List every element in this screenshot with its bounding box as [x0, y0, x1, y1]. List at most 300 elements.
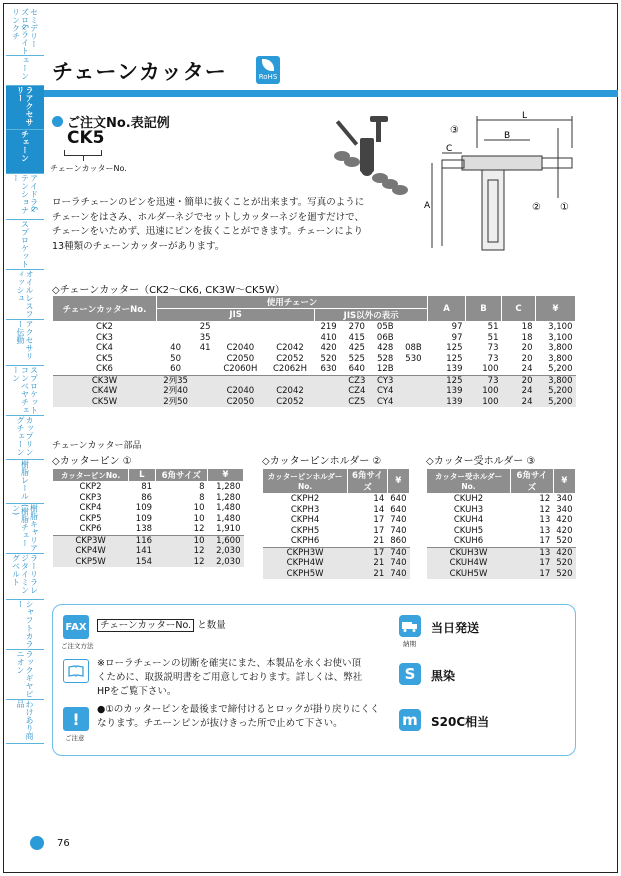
table-cell: 97 — [451, 322, 463, 332]
table-cell: 1,910 — [216, 524, 241, 534]
sidebar-item-8[interactable] — [6, 366, 44, 416]
table-cell: 13 — [539, 515, 551, 525]
table-cell — [195, 364, 216, 375]
table-cell: 20 — [502, 375, 536, 386]
table-cell: 100 — [466, 386, 502, 397]
table-cell: CKP2 — [79, 482, 102, 492]
table-cell: CK2 — [96, 322, 113, 332]
order-method-box: チェーンカッターNo. — [97, 619, 194, 632]
table-cell: 17 — [511, 569, 554, 580]
table-cell — [399, 333, 427, 344]
cutter-pin-table — [52, 468, 244, 567]
caution-note: ●①のカッターピンを最後まで締付けるとロックが掛り戻りにくくなります。チエーンピンが抜けきった所で止めて下さい。 — [97, 704, 380, 729]
caution-label: ご注意 — [65, 734, 85, 742]
sidebar-item-14[interactable] — [6, 650, 44, 700]
table-cell: 520 — [556, 536, 573, 546]
table-cell: 41 — [199, 343, 211, 353]
table-cell: 08B — [405, 343, 422, 353]
table-cell: 1,600 — [207, 535, 243, 546]
table-cell: 154 — [129, 557, 155, 568]
material-value: S20C相当 — [431, 715, 490, 729]
sidebar-item-5[interactable] — [6, 220, 44, 270]
table-cell: CKUH5W — [427, 569, 511, 580]
table-cell: 125 — [446, 353, 463, 364]
table-cell: 20 — [521, 343, 533, 353]
sidebar-item-label: ラアクセサリー — [16, 86, 34, 126]
order-method-suffix: と数量 — [197, 620, 226, 631]
table-cell: 109 — [135, 513, 153, 524]
table-cell — [195, 354, 216, 365]
table-cell: CKP6 — [79, 524, 102, 534]
table-cell: 410 — [320, 332, 337, 343]
table-cell: 116 — [129, 535, 155, 546]
table-cell: 51 — [487, 332, 499, 343]
table-cell: C2042 — [276, 343, 304, 353]
sidebar-item-9[interactable] — [6, 416, 44, 460]
table-cell: CKPH3 — [290, 504, 320, 515]
sidebar-item-15[interactable] — [6, 700, 44, 744]
delivery-label: 納期 — [403, 640, 416, 648]
table-cell: CK5W — [53, 397, 157, 408]
sidebar-item-label: スプロケットコンベヤチェーン — [11, 366, 39, 414]
col-price: ¥ — [536, 296, 576, 322]
order-example-heading: ご注文No.表記例 — [52, 112, 170, 131]
sidebar-item-4[interactable] — [6, 174, 44, 220]
table-cell: 97 — [451, 332, 463, 343]
sidebar-item-label: オイルレスフィッシュ — [16, 270, 34, 318]
main-table-title: ◇チェーンカッター（CK2～CK6, CK3W～CK5W） — [52, 285, 285, 296]
table-row — [263, 505, 410, 516]
table-cell: CZ5 — [342, 397, 371, 408]
sidebar-item-11[interactable] — [6, 504, 44, 554]
notes-box — [52, 604, 576, 756]
table-cell: 1,480 — [216, 513, 241, 524]
table-cell: 525 — [348, 353, 365, 364]
header-bar — [44, 90, 618, 97]
table-cell — [265, 375, 315, 386]
table-cell: CKPH5W — [263, 569, 348, 580]
table-cell: 530 — [405, 353, 422, 364]
table-cell: 740 — [387, 569, 409, 580]
table-cell: 420 — [556, 525, 573, 536]
table-cell: 3,100 — [548, 322, 573, 332]
col-header: ¥ — [207, 469, 243, 482]
table-cell: C2050 — [216, 397, 266, 408]
leaf-icon — [262, 59, 274, 71]
table-cell: 17 — [348, 547, 388, 558]
table-cell: 3,100 — [548, 332, 573, 343]
table-cell: CKUH4 — [453, 515, 484, 525]
table-cell: 13 — [511, 547, 554, 558]
receiver-table-title: ◇カッター受ホルダー ③ — [426, 456, 536, 467]
table-cell: 270 — [348, 322, 365, 332]
table-cell: C2042 — [265, 386, 315, 397]
sidebar-item-label: カップリングチェーン — [16, 416, 34, 456]
table-cell: 10 — [193, 503, 205, 513]
table-cell: CKPH3W — [263, 547, 348, 558]
table-cell: 740 — [387, 558, 409, 569]
table-cell: 528 — [377, 353, 394, 364]
table-cell: 17 — [511, 558, 554, 569]
table-cell: 428 — [377, 343, 394, 353]
table-row — [53, 343, 576, 354]
table-cell: 139 — [428, 397, 466, 408]
sidebar-item-label: ラックギヤピニオン — [16, 650, 34, 698]
table-cell — [399, 322, 427, 333]
sidebar-item-7[interactable] — [6, 320, 44, 366]
dimension-drawing — [422, 108, 582, 258]
table-cell: 740 — [390, 525, 407, 536]
table-cell: 425 — [348, 343, 365, 353]
table-cell: 17 — [373, 515, 385, 525]
table-row — [53, 514, 244, 525]
dim-label-b: B — [504, 131, 511, 141]
table-cell: 17 — [373, 525, 385, 536]
col-no: チェーンカッターNo. — [53, 296, 157, 322]
table-cell — [216, 333, 266, 344]
table-cell: 1,280 — [216, 482, 241, 492]
table-row — [53, 482, 244, 493]
sidebar-item-label: わけあり商品 — [16, 700, 34, 740]
table-row — [53, 375, 576, 386]
table-row — [427, 536, 576, 547]
table-row — [263, 494, 410, 505]
table-cell: 1,480 — [216, 503, 241, 513]
col-header: カッター受ホルダーNo. — [427, 469, 511, 494]
table-cell: CK5 — [96, 353, 113, 364]
table-cell: 3,800 — [536, 375, 576, 386]
sidebar-item-0[interactable] — [6, 8, 44, 56]
table-cell: 40 — [170, 343, 181, 353]
table-cell: 125 — [446, 343, 463, 353]
table-cell: 1,280 — [216, 492, 241, 503]
table-cell: 86 — [141, 492, 153, 503]
sidebar-item-label: スプロケット — [20, 220, 30, 268]
table-cell: 81 — [141, 482, 153, 492]
col-a: A — [428, 296, 466, 322]
sidebar-item-label: ェーン — [20, 56, 30, 80]
table-cell: 73 — [466, 375, 502, 386]
table-row — [263, 569, 410, 580]
table-cell: 14 — [373, 504, 385, 515]
table-cell: C2052 — [265, 397, 315, 408]
table-cell: CK6 — [96, 364, 113, 374]
table-cell — [216, 375, 266, 386]
sidebar-item-10[interactable] — [6, 460, 44, 504]
table-cell: 24 — [502, 386, 536, 397]
part-label-2: ② — [532, 202, 541, 213]
table-row — [263, 558, 410, 569]
table-row — [53, 354, 576, 365]
order-code-label: チェーンカッターNo. — [50, 164, 127, 173]
fax-label: ご注文方法 — [61, 642, 94, 650]
table-cell: CKUH5 — [453, 525, 484, 536]
category-sidebar — [6, 8, 44, 828]
sidebar-item-label: 樹脂キャリア(樹脂チェーン) — [11, 504, 39, 552]
table-cell: 17 — [539, 536, 551, 546]
table-cell — [195, 386, 216, 397]
dim-label-l: L — [522, 111, 528, 121]
col-header: 6角サイズ — [348, 469, 388, 494]
table-cell: 8 — [199, 492, 205, 503]
table-cell: CK4W — [53, 386, 157, 397]
table-cell — [265, 322, 315, 333]
table-cell: 2列35 — [157, 375, 195, 386]
table-cell: 18 — [521, 332, 533, 343]
table-cell: 5,200 — [536, 397, 576, 408]
delivery-truck-icon — [399, 615, 421, 637]
table-cell: 12 — [539, 504, 551, 515]
table-cell: 21 — [348, 569, 388, 580]
table-cell: 2列40 — [157, 386, 195, 397]
col-header: ¥ — [553, 469, 575, 494]
table-cell: CKUH2 — [453, 494, 484, 504]
table-cell: 100 — [482, 364, 499, 374]
parts-title: チェーンカッター部品 — [52, 441, 142, 451]
table-cell — [399, 397, 427, 408]
table-cell: 51 — [487, 322, 499, 332]
code-bracket-stem — [83, 156, 84, 161]
table-cell — [265, 333, 315, 344]
table-cell: CKUH3 — [453, 504, 484, 515]
finish-icon: S — [399, 663, 421, 685]
table-cell: 06B — [376, 332, 394, 343]
table-cell: CKP5W — [53, 557, 129, 568]
table-cell: 2,030 — [207, 546, 243, 557]
table-cell — [195, 397, 216, 408]
table-row — [263, 547, 410, 558]
col-jis: JIS — [157, 309, 315, 322]
col-used-chain: 使用チェーン — [157, 296, 428, 309]
table-cell: 2列50 — [157, 397, 195, 408]
table-row — [53, 524, 244, 535]
page-marker-icon — [30, 836, 44, 850]
sidebar-item-label: チェーン — [20, 130, 30, 162]
part-label-1: ① — [560, 202, 569, 213]
table-cell: CK3W — [53, 375, 157, 386]
table-cell: 24 — [521, 364, 533, 374]
table-cell — [216, 322, 266, 333]
table-cell: CKUH3W — [427, 547, 511, 558]
col-header: カッターピンホルダーNo. — [263, 469, 348, 494]
table-cell: CKPH2 — [290, 494, 320, 504]
table-cell: 5,200 — [548, 364, 573, 374]
table-row — [53, 364, 576, 375]
sidebar-item-label: 樹脂レール — [20, 460, 30, 500]
table-cell: 21 — [373, 536, 385, 546]
chain-cutter-table — [52, 295, 576, 407]
col-b: B — [466, 296, 502, 322]
receiver-holder-table — [426, 468, 576, 579]
sidebar-item-12[interactable] — [6, 554, 44, 600]
fax-icon: FAX — [63, 615, 89, 639]
sidebar-item-13[interactable] — [6, 600, 44, 650]
table-cell: CZ3 — [342, 375, 371, 386]
table-cell: 24 — [502, 397, 536, 408]
table-row — [427, 569, 576, 580]
table-cell: 10 — [193, 513, 205, 524]
page-number: 76 — [57, 838, 70, 849]
table-cell: 640 — [390, 494, 407, 504]
table-cell: 5,200 — [536, 386, 576, 397]
table-cell: 3,800 — [548, 353, 573, 364]
table-cell: 12 — [193, 524, 205, 534]
table-cell — [399, 375, 427, 386]
pin-holder-table-title: ◇カッターピンホルダー ② — [262, 456, 382, 467]
table-cell: 740 — [387, 547, 409, 558]
table-cell: 12 — [155, 557, 207, 568]
table-cell: 73 — [487, 343, 499, 353]
table-cell — [399, 364, 427, 375]
chain-cutter-photo — [320, 108, 420, 203]
table-row — [53, 535, 244, 546]
manual-note: ※ローラチェーンの切断を確実にまた、本製品を永くお使い頂くために、取扱説明書をご用意しております。詳しくは、弊社HPをご覧下さい。 — [97, 658, 363, 697]
rohs-badge: RoHS — [256, 56, 280, 84]
table-cell — [315, 375, 343, 386]
table-cell: 141 — [129, 546, 155, 557]
material-icon: m — [399, 709, 421, 731]
table-cell: CK3 — [96, 332, 113, 343]
sidebar-item-label: アクセサリー伝動 — [16, 320, 34, 360]
table-cell — [195, 375, 216, 386]
col-header: L — [129, 469, 155, 482]
table-cell: 340 — [556, 504, 573, 515]
table-cell: 415 — [348, 332, 365, 343]
delivery-value: 当日発送 — [431, 621, 480, 635]
table-cell: 18 — [521, 322, 533, 332]
table-cell: 73 — [487, 353, 499, 364]
col-non-jis: JIS以外の表示 — [315, 309, 428, 322]
table-cell: C2040 — [226, 343, 255, 353]
table-row — [263, 515, 410, 526]
table-cell: CKUH4W — [427, 558, 511, 569]
col-header: ¥ — [387, 469, 409, 494]
table-cell — [157, 322, 195, 333]
col-header: 6角サイズ — [155, 469, 207, 482]
table-cell: 05B — [376, 322, 394, 332]
table-cell: 630 — [320, 364, 337, 374]
table-row — [53, 546, 244, 557]
page-title: チェーンカッター — [52, 60, 227, 84]
sidebar-item-label: セミデリーズロ&ライトリンクチ — [11, 8, 39, 55]
table-cell: 640 — [390, 504, 407, 515]
table-row — [427, 494, 576, 505]
table-cell: C2050 — [226, 353, 255, 364]
table-cell: 25 — [199, 322, 211, 332]
pin-table-title: ◇カッターピン ① — [52, 456, 132, 467]
table-cell: 860 — [390, 536, 407, 546]
table-cell: CKPH6 — [290, 536, 320, 546]
table-cell: 420 — [553, 547, 575, 558]
sidebar-item-6[interactable] — [6, 270, 44, 320]
table-cell: 13 — [539, 525, 551, 536]
table-cell: 60 — [170, 364, 181, 374]
col-header: 6角サイズ — [511, 469, 554, 494]
table-cell: 12 — [155, 546, 207, 557]
table-row — [263, 526, 410, 537]
table-row — [427, 505, 576, 516]
table-cell — [157, 333, 195, 344]
table-cell: CY4 — [371, 386, 399, 397]
table-cell: 219 — [320, 322, 337, 332]
table-row — [53, 333, 576, 344]
table-cell: 420 — [556, 515, 573, 525]
table-row — [53, 386, 576, 397]
bullet-icon — [52, 116, 63, 127]
table-row — [53, 557, 244, 568]
table-cell: 520 — [320, 353, 337, 364]
table-cell: CKP3 — [79, 492, 102, 503]
table-row — [427, 558, 576, 569]
table-cell: CKP3W — [53, 535, 129, 546]
table-cell: CY4 — [371, 397, 399, 408]
table-row — [53, 322, 576, 333]
manual-icon — [63, 659, 89, 683]
sidebar-item-label: アイドラ&テンショナー — [11, 174, 39, 214]
table-cell: C2040 — [216, 386, 266, 397]
table-row — [427, 515, 576, 526]
table-cell: 12 — [539, 494, 551, 504]
table-cell: 340 — [556, 494, 573, 504]
sidebar-item-3[interactable] — [6, 130, 44, 174]
table-cell: 109 — [135, 503, 153, 513]
table-cell: 12B — [376, 364, 394, 374]
table-cell: C2060H — [223, 364, 258, 374]
table-cell: 8 — [199, 482, 205, 492]
part-label-3: ③ — [450, 125, 459, 136]
table-cell: CKP4W — [53, 546, 129, 557]
table-row — [263, 536, 410, 547]
table-cell: 520 — [553, 569, 575, 580]
dim-label-a: A — [424, 201, 431, 211]
sidebar-item-label: シャフトカラー — [16, 600, 34, 648]
table-row — [427, 526, 576, 537]
table-cell: 138 — [135, 524, 153, 534]
table-cell: CKPH5 — [290, 525, 320, 536]
sidebar-item-label: ラーリラレジタイミングベルト — [11, 554, 39, 594]
order-code: CK5 — [67, 128, 105, 148]
sidebar-item-2[interactable] — [6, 86, 44, 130]
col-c: C — [502, 296, 536, 322]
table-row — [53, 397, 576, 408]
pin-holder-table — [262, 468, 410, 579]
table-cell: 139 — [428, 386, 466, 397]
table-cell: 2,030 — [207, 557, 243, 568]
table-cell — [399, 386, 427, 397]
table-cell: 20 — [521, 353, 533, 364]
table-cell — [315, 397, 343, 408]
table-cell: 420 — [320, 343, 337, 353]
table-cell: 640 — [348, 364, 365, 374]
finish-value: 黒染 — [431, 669, 456, 683]
table-row — [53, 503, 244, 514]
table-cell: C2052 — [276, 353, 304, 364]
table-cell: 3,800 — [548, 343, 573, 353]
order-method — [97, 619, 226, 633]
caution-icon: ! — [63, 707, 89, 731]
table-cell: 50 — [170, 353, 181, 364]
dim-label-c: C — [446, 144, 453, 154]
table-cell — [315, 386, 343, 397]
table-cell: 10 — [155, 535, 207, 546]
table-row — [53, 493, 244, 504]
table-cell: CKUH6 — [453, 536, 484, 546]
sidebar-item-1[interactable] — [6, 56, 44, 86]
table-cell: 139 — [446, 364, 463, 374]
table-cell: CKP5 — [79, 513, 102, 524]
table-cell: 740 — [390, 515, 407, 525]
product-description: ローラチェーンのピンを迅速・簡単に抜くことが出来ます。写真のようにチェーンをはさみ、ホルダーネジでセットしカッターネジを廻すだけで、チェーンをいためず、迅速にピンを抜くことができます。チェーンにより13種類のチェーンカッターがあります。 — [52, 197, 365, 252]
